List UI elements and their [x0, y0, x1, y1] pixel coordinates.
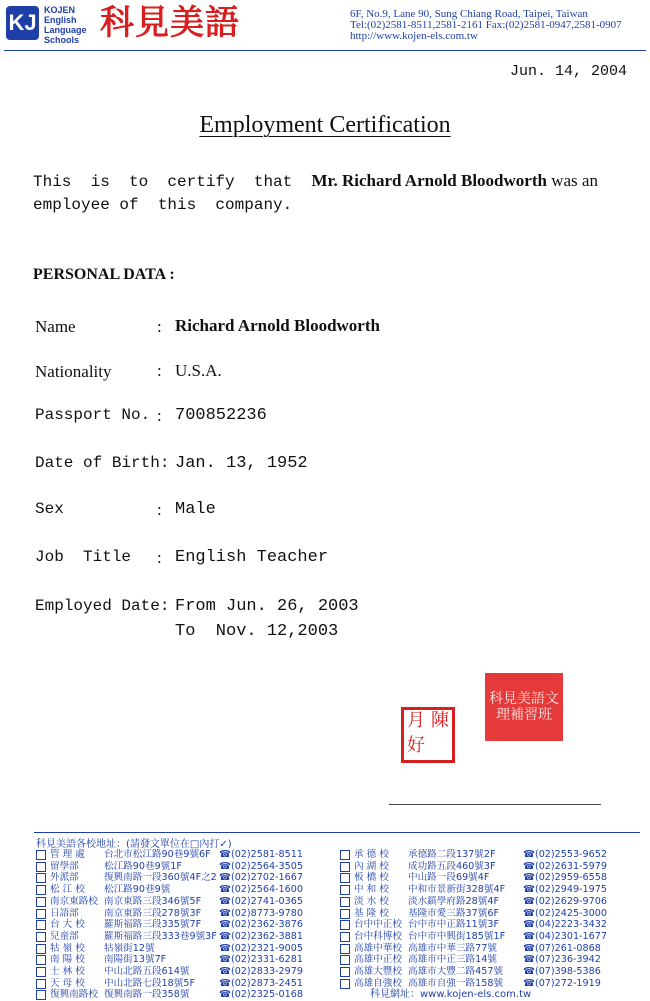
- intro-line-1: [33, 171, 598, 191]
- branch-row: [340, 861, 607, 873]
- seal-char: 陳: [431, 710, 449, 731]
- sex-label: Sex: [35, 500, 64, 518]
- branch-address: 高雄市大豐二路457號: [408, 966, 504, 978]
- name-colon: :: [157, 317, 162, 336]
- branch-phone: ☎(07)272-1919: [523, 977, 601, 989]
- branch-checkbox[interactable]: [36, 944, 46, 954]
- branch-phone: ☎(02)2331-6281: [219, 954, 303, 966]
- job-title-label: Job Title: [35, 548, 132, 566]
- passport-label: Passport No.: [35, 406, 151, 424]
- branch-name: 日語部: [50, 907, 79, 919]
- seal-char: [428, 735, 452, 760]
- branch-checkbox[interactable]: [340, 850, 350, 860]
- nationality-colon: :: [157, 361, 162, 380]
- branch-address: 南陽街13號7F: [104, 954, 167, 966]
- branch-phone: ☎(07)398-5386: [523, 966, 601, 978]
- branch-name: 台中中正校: [354, 919, 402, 931]
- logo-line: Language: [44, 25, 87, 35]
- branch-phone: ☎(02)2833-2979: [219, 966, 303, 978]
- employed-date-label: Employed Date:: [35, 597, 170, 615]
- document-title-text: Employment Certification: [199, 112, 451, 138]
- branch-row: [340, 849, 607, 861]
- branch-checkbox[interactable]: [340, 979, 350, 989]
- branch-checkbox[interactable]: [340, 873, 350, 883]
- branch-row: [36, 861, 303, 873]
- branch-phone: ☎(02)2425-3000: [523, 907, 607, 919]
- branch-phone: ☎(02)2564-1600: [219, 884, 303, 896]
- branch-name: 牯 嶺 校: [50, 942, 85, 954]
- sex-colon: :: [157, 500, 162, 519]
- branch-name: 承 德 校: [354, 849, 389, 860]
- passport-value: 700852236: [175, 406, 267, 425]
- branch-phone: ☎(04)2223-3432: [523, 919, 607, 931]
- footer-website[interactable]: 科見網址：www.kojen-els.com.tw: [370, 989, 532, 1000]
- seal-char: 月: [407, 710, 425, 731]
- branch-address: 南京東路三段346號5F: [104, 895, 202, 907]
- branch-address: 松江路90巷9號1F: [104, 860, 182, 872]
- branch-row: [36, 943, 303, 955]
- branch-name: 管 理 處: [50, 849, 85, 860]
- branch-phone: ☎(02)2321-9005: [219, 942, 303, 954]
- branch-row: [340, 908, 607, 920]
- logo-line: Schools: [44, 35, 80, 45]
- branch-phone: ☎(02)2873-2451: [219, 977, 303, 989]
- branch-name: 板 橋 校: [354, 872, 389, 884]
- company-seal-stamp: 科見美語文理補習班: [485, 673, 563, 741]
- branch-checkbox[interactable]: [36, 920, 46, 930]
- website-link[interactable]: http://www.kojen-els.com.tw: [350, 30, 478, 42]
- footer-branches-right: [340, 849, 607, 989]
- branch-address: 高雄市自強一路158號: [408, 977, 504, 989]
- branch-name: 內 湖 校: [354, 860, 389, 872]
- branch-checkbox[interactable]: [36, 932, 46, 942]
- branch-address: 基隆市愛三路37號6F: [408, 907, 499, 919]
- footer-heading: 科見美語各校地址：(請發文單位在□內打✓): [36, 839, 232, 850]
- branch-name: 基 隆 校: [354, 907, 389, 919]
- employed-to: To Nov. 12,2003: [175, 622, 339, 641]
- branch-name: 天 母 校: [50, 977, 85, 989]
- branch-address: 台中市中興街185號1F: [408, 930, 506, 942]
- intro-suffix: was an: [546, 171, 598, 190]
- branch-phone: ☎(02)2629-9706: [523, 895, 607, 907]
- job-title-colon: :: [157, 548, 162, 567]
- branch-row: [36, 872, 303, 884]
- passport-colon: :: [157, 406, 162, 425]
- branch-address: 中和市景新街328號4F: [408, 884, 506, 896]
- branch-address: 復興南路一段360號4F之2: [104, 872, 217, 884]
- branch-name: 復興南路校: [50, 989, 98, 1001]
- branch-row: [340, 884, 607, 896]
- employee-name-highlight: Mr. Richard Arnold Bloodworth: [311, 171, 547, 190]
- branch-name: 高雄自強校: [354, 977, 402, 989]
- branch-address: 羅斯福路三段333巷9號3F: [104, 930, 217, 942]
- branch-name: 兒童部: [50, 930, 79, 942]
- branch-checkbox[interactable]: [340, 967, 350, 977]
- branch-row: [36, 908, 303, 920]
- branch-row: [36, 978, 303, 990]
- branch-checkbox[interactable]: [36, 955, 46, 965]
- sex-value: Male: [175, 500, 216, 519]
- branch-name: 台 大 校: [50, 919, 85, 931]
- branch-name: 台中科博校: [354, 930, 402, 942]
- branch-name: 高雄中正校: [354, 954, 402, 966]
- branch-row: [36, 896, 303, 908]
- branch-row: [36, 919, 303, 931]
- branch-address: 承德路二段137號2F: [408, 849, 496, 860]
- name-value: Richard Arnold Bloodworth: [175, 316, 380, 335]
- document-title: [0, 112, 650, 139]
- intro-line-2: employee of this company.: [33, 196, 293, 214]
- branch-address: 復興南路一段358號: [104, 989, 190, 1001]
- branch-checkbox[interactable]: [36, 885, 46, 895]
- branch-checkbox[interactable]: [340, 862, 350, 872]
- branch-address: 南京東路三段278號3F: [104, 907, 202, 919]
- branch-phone: ☎(02)2362-3881: [219, 930, 303, 942]
- branch-phone: ☎(02)2959-6558: [523, 872, 607, 884]
- phone-fax-line: Tel:(02)2581-8511,2581-2161 Fax:(02)2581-0947,2581-0907: [350, 19, 622, 31]
- logo-line: KOJEN: [44, 5, 76, 15]
- branch-checkbox[interactable]: [36, 979, 46, 989]
- branch-phone: ☎(07)236-3942: [523, 954, 601, 966]
- branch-phone: ☎(02)2702-1667: [219, 872, 303, 884]
- branch-row: [36, 966, 303, 978]
- branch-name: 中 和 校: [354, 884, 389, 896]
- branch-phone: ☎(04)2301-1677: [523, 930, 607, 942]
- branch-checkbox[interactable]: [340, 932, 350, 942]
- dob-value: Jan. 13, 1952: [175, 454, 308, 473]
- branch-row: [36, 884, 303, 896]
- branch-phone: ☎(02)2564-3505: [219, 860, 303, 872]
- branch-checkbox[interactable]: [36, 990, 46, 1000]
- branch-checkbox[interactable]: [340, 920, 350, 930]
- branch-name: 留學部: [50, 860, 79, 872]
- seal-char: 好: [407, 735, 425, 756]
- branch-address: 中山北路七段18號5F: [104, 977, 195, 989]
- branch-address: 高雄市中華三路77號: [408, 942, 497, 954]
- branch-phone: ☎(02)2553-9652: [523, 849, 607, 860]
- letter-date: Jun. 14, 2004: [510, 63, 628, 80]
- branch-name: 高雄大豐校: [354, 966, 402, 978]
- branch-checkbox[interactable]: [340, 944, 350, 954]
- branch-checkbox[interactable]: [36, 967, 46, 977]
- branch-address: 牯嶺街12號: [104, 942, 155, 954]
- logo-line: English: [44, 15, 77, 25]
- branch-name: 南 陽 校: [50, 954, 85, 966]
- address-line: 6F, No.9, Lane 90, Sung Chiang Road, Taipei, Taiwan: [350, 8, 588, 20]
- branch-address: 羅斯福路三段335號7F: [104, 919, 202, 931]
- branch-row: [36, 989, 303, 1001]
- branch-phone: ☎(02)2949-1975: [523, 884, 607, 896]
- footer-branches-left: [36, 849, 303, 1001]
- branch-checkbox[interactable]: [340, 909, 350, 919]
- name-label: Name: [35, 317, 76, 336]
- signature-line: [389, 804, 601, 805]
- branch-address: 松江路90巷9號: [104, 884, 171, 896]
- branch-name: 松 江 校: [50, 884, 85, 896]
- brand-chinese-name: 科見美語: [100, 3, 240, 43]
- branch-row: [340, 896, 607, 908]
- branch-address: 成功路五段460號3F: [408, 860, 496, 872]
- branch-phone: ☎(02)2631-5979: [523, 860, 607, 872]
- branch-phone: ☎(02)2581-8511: [219, 849, 303, 860]
- logo-wordmark: [44, 5, 104, 45]
- branch-row: [340, 966, 607, 978]
- footer-divider: [34, 832, 640, 833]
- branch-address: 台中市中正路11號3F: [408, 919, 499, 931]
- header-divider: [4, 50, 646, 51]
- job-title-value: English Teacher: [175, 548, 329, 567]
- employed-from: From Jun. 26, 2003: [175, 597, 359, 616]
- letterhead-address: [350, 9, 622, 42]
- branch-row: [340, 954, 607, 966]
- branch-address: 中山路一段69號4F: [408, 872, 490, 884]
- logo-mark: KJ: [6, 6, 39, 40]
- branch-checkbox[interactable]: [340, 955, 350, 965]
- branch-phone: ☎(02)2325-0168: [219, 989, 303, 1001]
- branch-address: 高雄市中正三路14號: [408, 954, 497, 966]
- branch-row: [340, 872, 607, 884]
- nationality-value: U.S.A.: [175, 361, 222, 380]
- branch-phone: ☎(02)2362-3876: [219, 919, 303, 931]
- branch-row: [340, 931, 607, 943]
- dob-label: Date of Birth:: [35, 454, 170, 472]
- branch-name: 外派部: [50, 872, 79, 884]
- branch-checkbox[interactable]: [36, 873, 46, 883]
- branch-phone: ☎(07)261-0868: [523, 942, 601, 954]
- branch-name: 南京東路校: [50, 895, 98, 907]
- branch-checkbox[interactable]: [340, 885, 350, 895]
- branch-row: [36, 931, 303, 943]
- branch-checkbox[interactable]: [36, 850, 46, 860]
- branch-checkbox[interactable]: [36, 909, 46, 919]
- branch-row: [340, 919, 607, 931]
- branch-name: 淡 水 校: [354, 895, 389, 907]
- branch-row: [340, 943, 607, 955]
- branch-phone: ☎(02)8773-9780: [219, 907, 303, 919]
- personal-seal-stamp: [401, 707, 455, 763]
- branch-row: [36, 849, 303, 861]
- nationality-label: Nationality: [35, 362, 112, 381]
- branch-name: 高雄中華校: [354, 942, 402, 954]
- branch-checkbox[interactable]: [340, 897, 350, 907]
- branch-phone: ☎(02)2741-0365: [219, 895, 303, 907]
- branch-row: [36, 954, 303, 966]
- branch-name: 士 林 校: [50, 966, 85, 978]
- intro-prefix: This is to certify that: [33, 173, 312, 191]
- branch-address: 台北市松江路90巷9號6F: [104, 849, 211, 860]
- branch-checkbox[interactable]: [36, 862, 46, 872]
- personal-data-heading: PERSONAL DATA :: [33, 266, 175, 283]
- branch-address: 中山北路五段614號: [104, 966, 190, 978]
- branch-address: 淡水鎮學府路28號4F: [408, 895, 499, 907]
- branch-checkbox[interactable]: [36, 897, 46, 907]
